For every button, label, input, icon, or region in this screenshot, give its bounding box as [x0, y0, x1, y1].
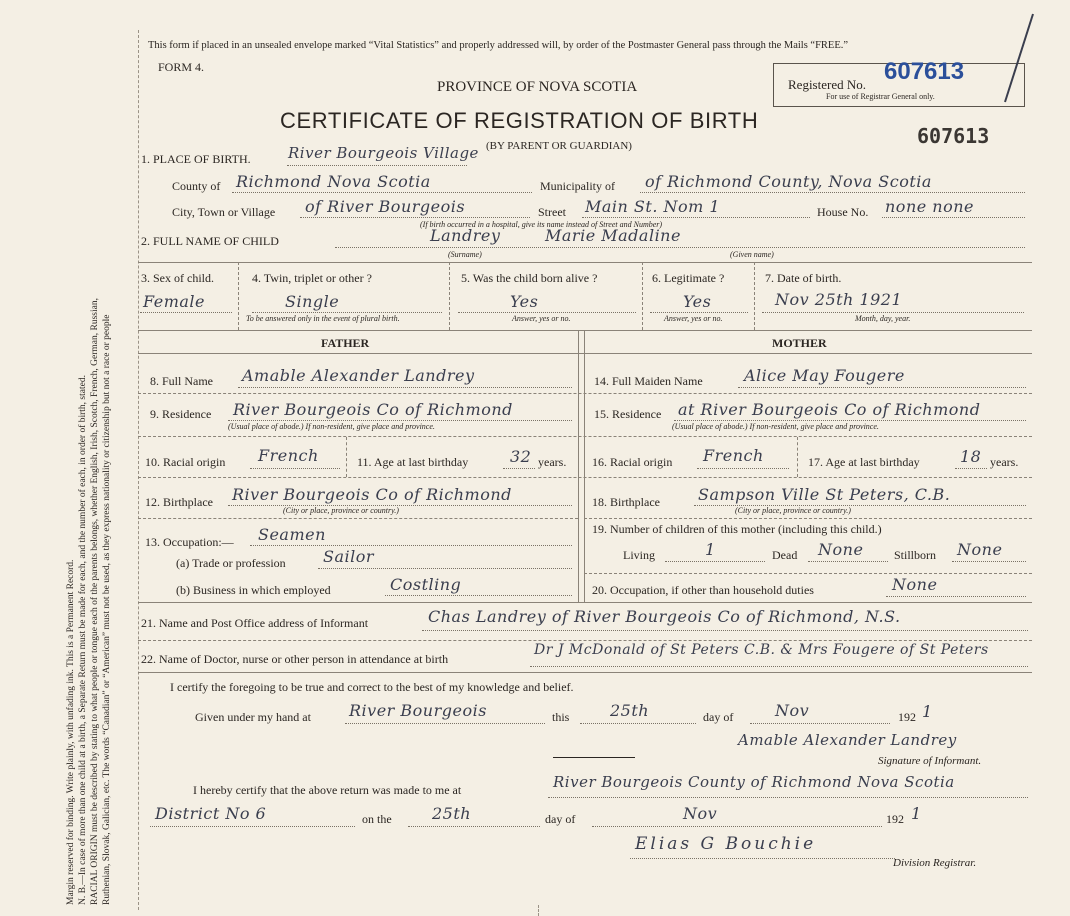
province-title: PROVINCE OF NOVA SCOTIA: [437, 79, 638, 95]
fold-mark: [538, 905, 539, 916]
mother-racial-value: French: [703, 446, 764, 465]
father-racial-label: 10. Racial origin: [145, 455, 226, 469]
born-alive-label: 5. Was the child born alive ?: [461, 271, 598, 285]
mother-residence-line: [674, 420, 1026, 421]
margin-line-2: N. B.—In case of more than one child at a birth, a Separate Return must be made for each, and the number of each, in order of birth, stated.: [78, 375, 88, 905]
parents-row-rule-1: [138, 393, 1032, 394]
registered-note: For use of Registrar General only.: [826, 92, 935, 101]
registrar-place-value: River Bourgeois County of Richmond Nova Scotia: [553, 773, 955, 791]
mother-living-line: [665, 561, 765, 562]
father-trade-line: [318, 568, 572, 569]
father-name-line: [238, 387, 572, 388]
mother-name-value: Alice May Fougere: [744, 366, 905, 385]
legitimate-label: 6. Legitimate ?: [652, 271, 725, 285]
parents-row-rule-3: [138, 477, 1032, 478]
father-residence-value: River Bourgeois Co of Richmond: [233, 400, 513, 419]
mother-years-label: years.: [990, 455, 1019, 469]
informant-certify-statement: I certify the foregoing to be true and correct to the best of my knowledge and belief.: [170, 680, 574, 694]
born-alive-value: Yes: [510, 292, 539, 311]
mother-occupation-value: None: [892, 575, 938, 594]
child-name-line: [335, 247, 1025, 248]
page-title: CERTIFICATE OF REGISTRATION OF BIRTH: [280, 108, 759, 133]
place-of-birth-line: [287, 165, 467, 166]
sex-label: 3. Sex of child.: [141, 271, 214, 285]
informant-line: [422, 630, 1028, 631]
municipality-line: [640, 192, 1025, 193]
mother-living-value: 1: [705, 540, 716, 559]
given-place-line: [345, 723, 545, 724]
born-alive-line: [458, 312, 636, 313]
row3-divider-2: [449, 262, 450, 330]
mother-children-label: 19. Number of children of this mother (including this child.): [592, 522, 882, 536]
registrar-day-line: [408, 826, 540, 827]
registrar-statement: I hereby certify that the above return was made to me at: [193, 783, 462, 797]
row3-divider-4: [754, 262, 755, 330]
certify-this-label: this: [552, 710, 570, 724]
father-residence-label: 9. Residence: [150, 407, 212, 421]
house-number-line: [882, 217, 1025, 218]
mother-stillborn-value: None: [957, 540, 1003, 559]
mother-dead-label: Dead: [772, 548, 798, 562]
parents-center-rule-1: [578, 330, 579, 602]
place-of-birth-value: River Bourgeois Village: [288, 144, 479, 162]
mother-name-line: [738, 387, 1026, 388]
postal-notice: This form if placed in an unsealed envelope marked “Vital Statistics” and properly addressed will, by order of the Postmaster General pass through the Mails “FREE.”: [148, 40, 849, 51]
place-of-birth-label: 1. PLACE OF BIRTH.: [141, 152, 251, 166]
form-number: FORM 4.: [158, 60, 205, 74]
mother-stillborn-line: [952, 561, 1026, 562]
father-trade-value: Sailor: [323, 547, 375, 566]
registrar-year-suffix: 1: [911, 804, 922, 823]
mother-racial-label: 16. Racial origin: [592, 455, 673, 469]
registrar-place-line: [548, 797, 1028, 798]
registrar-year-prefix: 192: [886, 812, 904, 826]
row3-divider-1: [238, 262, 239, 330]
registrar-day-value: 25th: [432, 804, 472, 823]
mother-birthplace-label: 18. Birthplace: [592, 495, 660, 509]
twin-value: Single: [285, 292, 340, 311]
informant-label: 21. Name and Post Office address of Informant: [141, 616, 369, 630]
given-place-value: River Bourgeois: [349, 701, 487, 720]
date-of-birth-line: [762, 312, 1024, 313]
mother-residence-note: (Usual place of abode.) If non-resident, give place and province.: [672, 422, 879, 431]
father-birthplace-value: River Bourgeois Co of Richmond: [232, 485, 512, 504]
sex-line: [140, 312, 232, 313]
registrar-district-line: [150, 826, 355, 827]
registrar-signature: Elias G Bouchie: [635, 834, 817, 854]
city-label: City, Town or Village: [172, 205, 276, 219]
mother-name-label: 14. Full Maiden Name: [594, 374, 703, 388]
street-label: Street: [538, 205, 566, 219]
doctor-value: Dr J McDonald of St Peters C.B. & Mrs Fougere of St Peters: [534, 642, 989, 658]
father-business-value: Costling: [390, 575, 462, 594]
father-age-label: 11. Age at last birthday: [357, 455, 469, 469]
father-birthplace-note: (City or place, province or country.): [283, 506, 399, 515]
legitimate-line: [650, 312, 748, 313]
father-birthplace-line: [228, 505, 572, 506]
surname-note: (Surname): [448, 250, 482, 259]
father-residence-note: (Usual place of abode.) If non-resident, give place and province.: [228, 422, 435, 431]
registrar-month-line: [592, 826, 882, 827]
page-subtitle: (BY PARENT OR GUARDIAN): [486, 140, 632, 152]
mother-residence-value: at River Bourgeois Co of Richmond: [678, 400, 981, 419]
doctor-line: [530, 666, 1028, 667]
date-of-birth-value: Nov 25th 1921: [775, 290, 903, 309]
certify-month-line: [750, 723, 890, 724]
mother-age-label: 17. Age at last birthday: [808, 455, 920, 469]
father-birthplace-label: 12. Birthplace: [145, 495, 213, 509]
margin-line-1: Margin reserved for binding. Write plainly, with unfading ink. This is a Permanent Record.: [66, 559, 76, 905]
informant-rule: [138, 640, 1032, 641]
mother-residence-label: 15. Residence: [594, 407, 662, 421]
registrar-month-value: Nov: [683, 804, 718, 823]
twin-note: To be answered only in the event of plural birth.: [246, 314, 400, 323]
municipality-value: of Richmond County, Nova Scotia: [645, 172, 932, 191]
mother-birthplace-value: Sampson Ville St Peters, C.B.: [698, 485, 951, 504]
house-number-value: none none: [885, 197, 975, 216]
father-business-line: [385, 595, 572, 596]
registered-number: 607613: [884, 58, 965, 85]
certify-day-of-label: day of: [703, 710, 734, 724]
parents-center-rule-2: [584, 330, 585, 602]
certify-month-value: Nov: [775, 701, 810, 720]
stamp-number: 607613: [917, 124, 990, 148]
city-line: [300, 217, 530, 218]
mother-age-value: 18: [960, 447, 982, 466]
doctor-label: 22. Name of Doctor, nurse or other person in attendance at birth: [141, 652, 449, 666]
mother-age-divider: [797, 437, 798, 477]
mother-dead-value: None: [818, 540, 864, 559]
child-surname-value: Landrey: [430, 226, 501, 245]
county-line: [232, 192, 532, 193]
mother-racial-line: [697, 468, 789, 469]
mother-row-rule-5: [584, 573, 1032, 574]
father-age-line: [503, 468, 535, 469]
binding-fold-line: [138, 30, 139, 910]
certify-day-value: 25th: [610, 701, 650, 720]
registrar-signature-line: [630, 858, 895, 859]
hospital-note: (If birth occurred in a hospital, give its name instead of Street and Number): [420, 220, 663, 229]
row3-divider-3: [642, 262, 643, 330]
legitimate-note: Answer, yes or no.: [664, 314, 723, 323]
registrar-check-mark: [985, 10, 1045, 120]
father-name-label: 8. Full Name: [150, 374, 213, 388]
row3-bottom-rule: [138, 330, 1032, 331]
parents-heading-rule: [138, 353, 1032, 354]
father-racial-value: French: [258, 446, 319, 465]
born-alive-note: Answer, yes or no.: [512, 314, 571, 323]
twin-line: [252, 312, 442, 313]
margin-line-4: Ruthenian, Slovak, Galician, etc. The words “Canadian” or “American” must not be used, as they express nationality or citizenship but not a race or people: [102, 314, 112, 905]
municipality-label: Municipality of: [540, 179, 615, 193]
city-value: of River Bourgeois: [305, 197, 466, 216]
date-of-birth-label: 7. Date of birth.: [765, 271, 842, 285]
informant-signature: Amable Alexander Landrey: [738, 731, 957, 749]
mother-heading: MOTHER: [772, 336, 827, 350]
father-occupation-label: 13. Occupation:—: [145, 535, 234, 549]
father-occupation-value: Seamen: [258, 525, 326, 544]
registrar-district-value: District No 6: [155, 804, 267, 823]
father-years-label: years.: [538, 455, 567, 469]
margin-instructions: [66, 298, 114, 905]
informant-signature-label: Signature of Informant.: [878, 755, 982, 767]
mother-living-label: Living: [623, 548, 655, 562]
registrar-signature-label: Division Registrar.: [893, 857, 977, 869]
father-trade-label: (a) Trade or profession: [176, 556, 286, 570]
certify-separator-rule: [553, 757, 635, 758]
parents-row-rule-2: [138, 436, 1032, 437]
child-given-names-value: Marie Madaline: [545, 226, 681, 245]
mother-occupation-line: [886, 596, 1026, 597]
margin-line-3: RACIAL ORIGIN must be described by stating to what people or tongue each of the parents belongs, whether English, Irish, Scotch, French, German, Russian,: [90, 298, 100, 905]
child-name-label: 2. FULL NAME OF CHILD: [141, 234, 279, 248]
registrar-day-of-label: day of: [545, 812, 576, 826]
certify-year-prefix: 192: [898, 710, 916, 724]
parents-row-rule-4b: [584, 518, 1032, 519]
mother-dead-line: [808, 561, 888, 562]
twin-label: 4. Twin, triplet or other ?: [252, 271, 372, 285]
county-value: Richmond Nova Scotia: [236, 172, 431, 191]
father-business-label: (b) Business in which employed: [176, 583, 331, 597]
given-under-hand-label: Given under my hand at: [195, 710, 311, 724]
doctor-bottom-rule: [138, 672, 1032, 673]
date-of-birth-note: Month, day, year.: [855, 314, 911, 323]
county-label: County of: [172, 179, 221, 193]
father-residence-line: [228, 420, 572, 421]
father-name-value: Amable Alexander Landrey: [242, 366, 475, 385]
mother-age-line: [955, 468, 987, 469]
certify-day-line: [580, 723, 696, 724]
legitimate-value: Yes: [683, 292, 712, 311]
mother-birthplace-note: (City or place, province or country.): [735, 506, 851, 515]
sex-value: Female: [143, 292, 205, 311]
parents-row-rule-4: [138, 518, 578, 519]
registered-label: Registered No.: [788, 77, 866, 92]
street-value: Main St. Nom 1: [585, 197, 721, 216]
mother-stillborn-label: Stillborn: [894, 548, 937, 562]
father-occupation-line: [250, 545, 572, 546]
registrar-on-label: on the: [362, 812, 392, 826]
given-name-note: (Given name): [730, 250, 774, 259]
row3-top-rule: [138, 262, 1032, 263]
father-age-divider: [346, 437, 347, 477]
informant-value: Chas Landrey of River Bourgeois Co of Richmond, N.S.: [428, 607, 901, 626]
father-racial-line: [250, 468, 340, 469]
father-age-value: 32: [510, 447, 532, 466]
street-line: [582, 217, 810, 218]
father-heading: FATHER: [321, 336, 370, 350]
house-number-label: House No.: [817, 205, 869, 219]
parents-bottom-rule: [138, 602, 1032, 603]
certify-year-suffix: 1: [922, 702, 933, 721]
mother-occupation-label: 20. Occupation, if other than household duties: [592, 583, 814, 597]
